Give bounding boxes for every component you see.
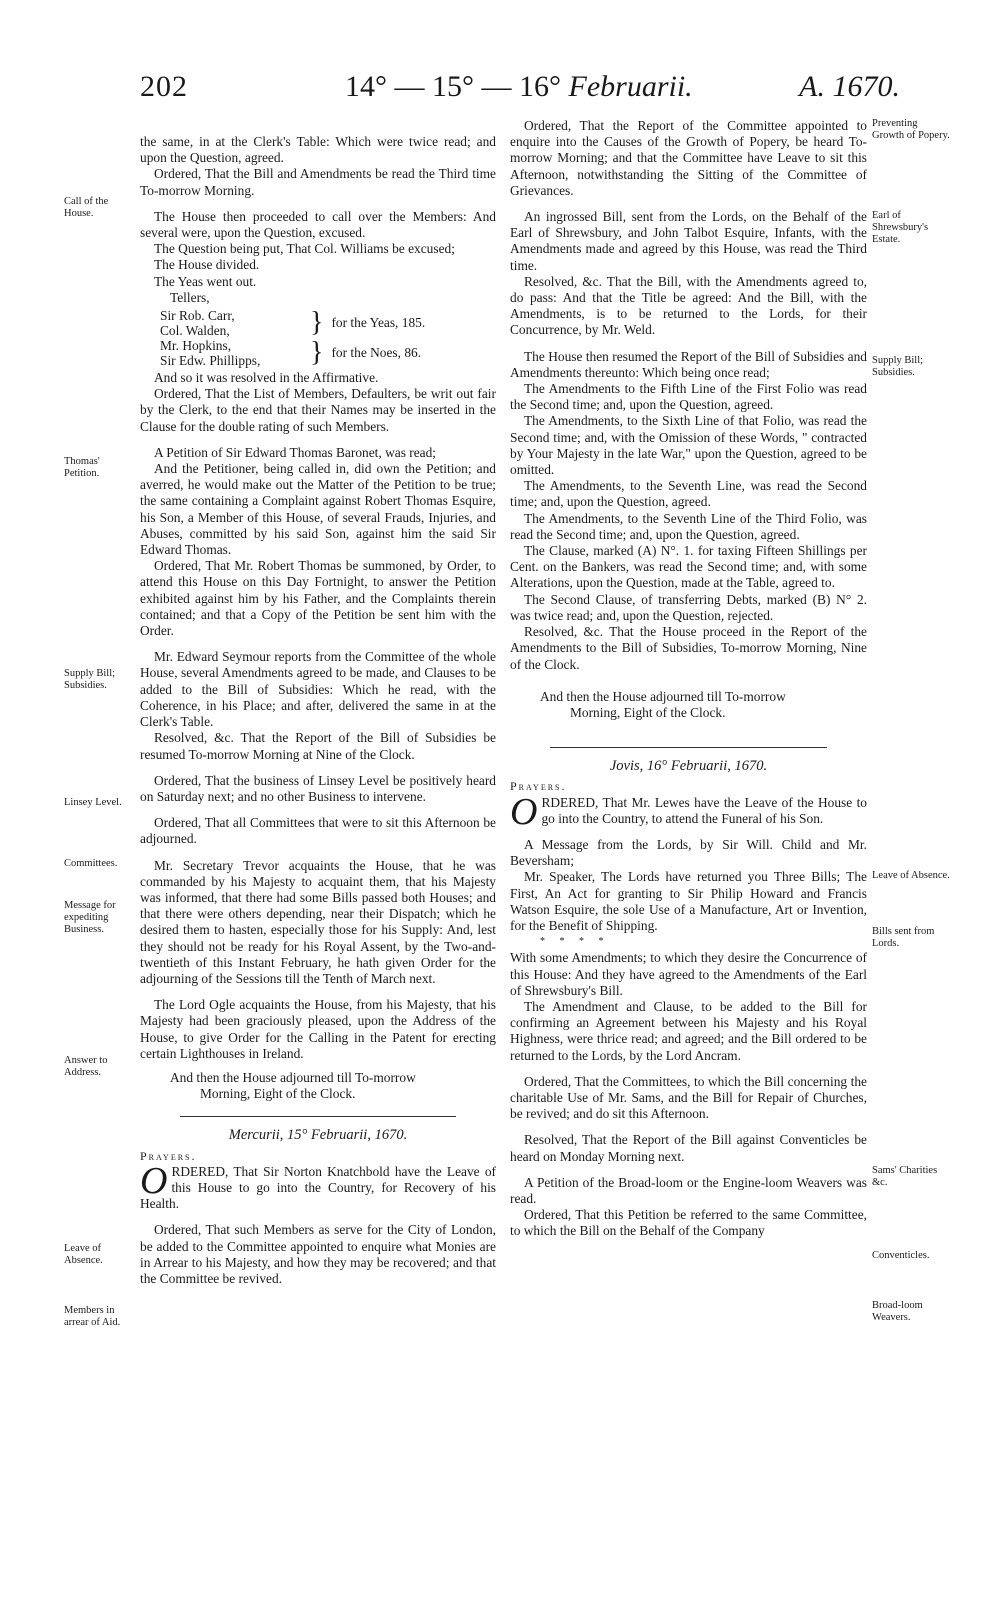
paragraph: Ordered, That all Committees that were to sit this Afternoon be adjourned.: [140, 815, 496, 847]
paragraph: The Amendments, to the Sixth Line of that Folio, was read the Second time; and, with the Omission of these Words, " contracted by Your Majesty in the late War," upon the Question, agreed to be omitted.: [510, 413, 867, 478]
day-heading: Jovis, 16° Februarii, 1670.: [609, 758, 768, 775]
adjournment-line: Morning, Eight of the Clock.: [570, 704, 726, 720]
left-column: [140, 134, 496, 1287]
paragraph: An ingrossed Bill, sent from the Lords, on the Behalf of the Earl of Shrewsbury, and John Talbot Esquire, Infants, with the Amendments made and agreed by this House, was read the Third time.: [510, 209, 867, 273]
prayers-heading: Prayers.: [510, 779, 567, 794]
paragraph: A Petition of Sir Edward Thomas Baronet, was read;: [154, 444, 437, 460]
paragraph: The House then resumed the Report of the Bill of Subsidies and Amendments thereunto: Which being once read;: [510, 348, 867, 380]
paragraph: Mr. Edward Seymour reports from the Committee of the whole House, several Amendments agreed to be made, and Clauses to be added to the Bill of Subsidies: Which he read, with the Coherence, in his Place; and after, delivered the same in at the Clerk's Table.: [140, 649, 496, 730]
margin-note-call: Call of the House.: [64, 196, 109, 219]
paragraph: The Amendment and Clause, to be added to the Bill for confirming an Agreement between his Majesty and his Royal Highness, were thrice read; and agreed; and the Bill ordered to be returned to the Lords, by the Lord Ancram.: [510, 998, 867, 1063]
paragraph: Resolved, That the Report of the Bill against Conventicles be heard on Monday Morning next.: [510, 1132, 867, 1164]
paragraph: Ordered, That the business of Linsey Level be positively heard on Saturday next; and no other Business to intervene.: [140, 772, 496, 804]
margin-note-broadloom: Broad-loom Weavers.: [872, 1300, 923, 1323]
teller-name: Mr. Hopkins,: [160, 338, 232, 354]
paragraph: The Amendments to the Fifth Line of the First Folio was read the Second time; and, upon the Question, agreed.: [510, 381, 867, 413]
margin-note-shrewsbury: Earl of Shrewsbury's Estate.: [872, 210, 929, 245]
omission-stars: * * * *: [540, 936, 610, 948]
margin-note-supply: Supply Bill; Subsidies.: [64, 668, 116, 691]
paragraph: The Clause, marked (A) N°. 1. for taxing Fifteen Shillings per Cent. on the Bankers, was read the Second time; and, with some Alterations, upon the Question, made at the Table, agreed to.: [510, 543, 867, 591]
drop-cap: O: [510, 790, 538, 833]
margin-note-leave: Leave of Absence.: [64, 1243, 103, 1266]
header-dates: [345, 70, 693, 104]
right-column: [510, 118, 867, 1240]
page-header: [140, 70, 900, 110]
paragraph: Ordered, That such Members as serve for the City of London, be added to the Committee appointed to enquire what Monies are in Arrear to his Majesty, and how they may be recovered; and that the Committee be revived.: [140, 1222, 496, 1286]
margin-note-supply-right: Supply Bill; Subsidies.: [872, 355, 924, 378]
paragraph: Resolved, &c. That the House proceed in the Report of the Amendments to the Bill of Subsidies, To-morrow Morning, Nine of the Clock.: [510, 624, 867, 672]
yeas-count: for the Yeas, 185.: [331, 314, 426, 330]
adjournment-line: And then the House adjourned till To-morrow: [540, 688, 786, 704]
paragraph: The Amendments, to the Seventh Line, was read the Second time; and, upon the Question, agreed.: [510, 478, 867, 510]
margin-note-linsey: Linsey Level.: [64, 797, 122, 808]
paragraph: Ordered, That Mr. Robert Thomas be summoned, by Order, to attend this House on this Day Fortnight, to answer the Petition exhibited against him by his Father, and the Complaints therein contained; and that a Copy of the Petition be sent him with the Order.: [140, 558, 496, 639]
margin-note-bills: Bills sent from Lords.: [872, 926, 935, 949]
paragraph: A Petition of the Broad-loom or the Engine-loom Weavers was read.: [510, 1174, 867, 1206]
paragraph: The Amendments, to the Seventh Line of the Third Folio, was read the Second time; and, upon the Question, agreed.: [510, 510, 867, 542]
paragraph: [140, 1159, 496, 1213]
paragraph: A Message from the Lords, by Sir Will. Child and Mr. Beversham;: [510, 836, 867, 869]
teller-name: Sir Edw. Phillipps,: [160, 353, 261, 369]
margin-note-thomas: Thomas' Petition.: [64, 456, 100, 479]
adjournment-line: And then the House adjourned till To-morrow: [170, 1069, 416, 1085]
margin-note-message: Message for expediting Business.: [64, 900, 116, 935]
margin-note-committees: Committees.: [64, 858, 118, 869]
margin-note-answer: Answer to Address.: [64, 1055, 108, 1078]
paragraph: Ordered, That the Committees, to which the Bill concerning the charitable Use of Mr. Sams, and the Bill for Repair of Churches, be revived; and do sit this Afternoon.: [510, 1073, 867, 1122]
section-divider: [550, 747, 827, 748]
paragraph: The Question being put, That Col. Williams be excused;: [154, 241, 455, 257]
drop-cap: O: [140, 1159, 168, 1202]
margin-note-sams: Sams' Charities &c.: [872, 1165, 938, 1188]
tellers-label: Tellers,: [170, 289, 210, 305]
margin-note-conventicles: Conventicles.: [872, 1250, 930, 1261]
margin-note-members: Members in arrear of Aid.: [64, 1305, 121, 1328]
paragraph: And so it was resolved in the Affirmative.: [154, 370, 379, 386]
paragraph: Ordered, That this Petition be referred to the same Committee, to which the Bill on the Behalf of the Company: [510, 1207, 867, 1239]
adjournment-line: Morning, Eight of the Clock.: [200, 1086, 356, 1102]
header-month: Februarii.: [568, 70, 693, 103]
paragraph: the same, in at the Clerk's Table: Which were twice read; and upon the Question, agreed.: [140, 134, 496, 166]
margin-note-leave-right: Leave of Absence.: [872, 870, 950, 881]
section-divider: [180, 1116, 456, 1117]
paragraph: Resolved, &c. That the Bill, with the Amendments agreed to, do pass: And that the Title be agreed: And the Bill, with the Amendments, is to be returned to the Lords, for their Concurrence, by Mr. Weld.: [510, 273, 867, 338]
day-heading: Mercurii, 15° Februarii, 1670.: [228, 1127, 408, 1144]
paragraph: Ordered, That the Report of the Committee appointed to enquire into the Causes of the Growth of Popery, be heard To-morrow Morning; and that the Committee have Leave to sit this Afternoon, notwithstanding the Sitting of the Committee of Grievances.: [510, 118, 867, 198]
paragraph: And the Petitioner, being called in, did own the Petition; and averred, he would make out the Matter of the Petition to be true; the same containing a Complaint against Robert Thomas Esquire, his Son, a Member of this House, of several Frauds, Injuries, and Abuses, committed by his said Son, against him the said Sir Edward Thomas.: [140, 461, 496, 558]
teller-name: Col. Walden,: [160, 323, 230, 339]
margin-note-popery: Preventing Growth of Popery.: [872, 118, 950, 141]
paragraph: Mr. Speaker, The Lords have returned you Three Bills; The First, An Act for granting to Sir Philip Howard and Francis Watson Esquire, the sole Use of a Manufacture, Art or Invention, for the Benefit of Shipping.: [510, 869, 867, 933]
tellers-block: Sir Rob. Carr, Col. Walden, } for the Yeas, 185. Mr. Hopkins, Sir Edw. Phillipps, } for the Noes, 86.: [160, 307, 426, 369]
paragraph: Ordered, That the List of Members, Defaulters, be writ out fair by the Clerk, to the end that their Names may be inserted in the Clause for the double rating of such Members.: [140, 386, 496, 434]
paragraph: Mr. Secretary Trevor acquaints the House, that he was commanded by his Majesty to acquaint them, that his Majesty was informed, that there had some Bills passed both Houses; and that there were others depending, near their Dispatch; which he desired them to hasten, especially those for his Supply: And, lest they should not be ready for his Royal Assent, by the Two-and-twentieth of this Instant February, he hath given Order for the adjourning of the Sessions till the Tenth of March next.: [140, 857, 496, 986]
header-dates-numbers: 14° — 15° — 16°: [345, 70, 561, 103]
paragraph-text: RDERED, That Sir Norton Knatchbold have the Leave of this House to go into the Country, for Recovery of his Health.: [140, 1163, 496, 1212]
noes-count: for the Noes, 86.: [331, 344, 422, 360]
paragraph: Ordered, That the Bill and Amendments be read the Third time To-morrow Morning.: [140, 166, 496, 198]
paragraph: The Second Clause, of transferring Debts, marked (B) N° 2. was twice read; and, upon the Question, rejected.: [510, 591, 867, 623]
prayers-heading: Prayers.: [140, 1148, 197, 1163]
paragraph: The Lord Ogle acquaints the House, from his Majesty, that his Majesty had been graciously pleased, upon the Address of the House, to give Order for the Calling in the Patent for erecting certain Lighthouses in Ireland.: [140, 997, 496, 1061]
paragraph: The Yeas went out.: [154, 273, 257, 289]
paragraph-text: RDERED, That Mr. Lewes have the Leave of the House to go into the Country, to attend the Funeral of his Son.: [541, 794, 867, 826]
header-year: A. 1670.: [799, 70, 900, 103]
page-number: 202: [140, 70, 188, 103]
paragraph: [510, 790, 867, 833]
paragraph: The House then proceeded to call over the Members: And several were, upon the Question, excused.: [140, 208, 496, 241]
teller-name: Sir Rob. Carr,: [160, 308, 235, 324]
paragraph: Resolved, &c. That the Report of the Bill of Subsidies be resumed To-morrow Morning at Nine of the Clock.: [140, 730, 496, 762]
paragraph: With some Amendments; to which they desire the Concurrence of this House: And they have agreed to the Amendments of the Earl of Shrewsbury's Bill.: [510, 950, 867, 998]
paragraph: The House divided.: [154, 257, 260, 273]
